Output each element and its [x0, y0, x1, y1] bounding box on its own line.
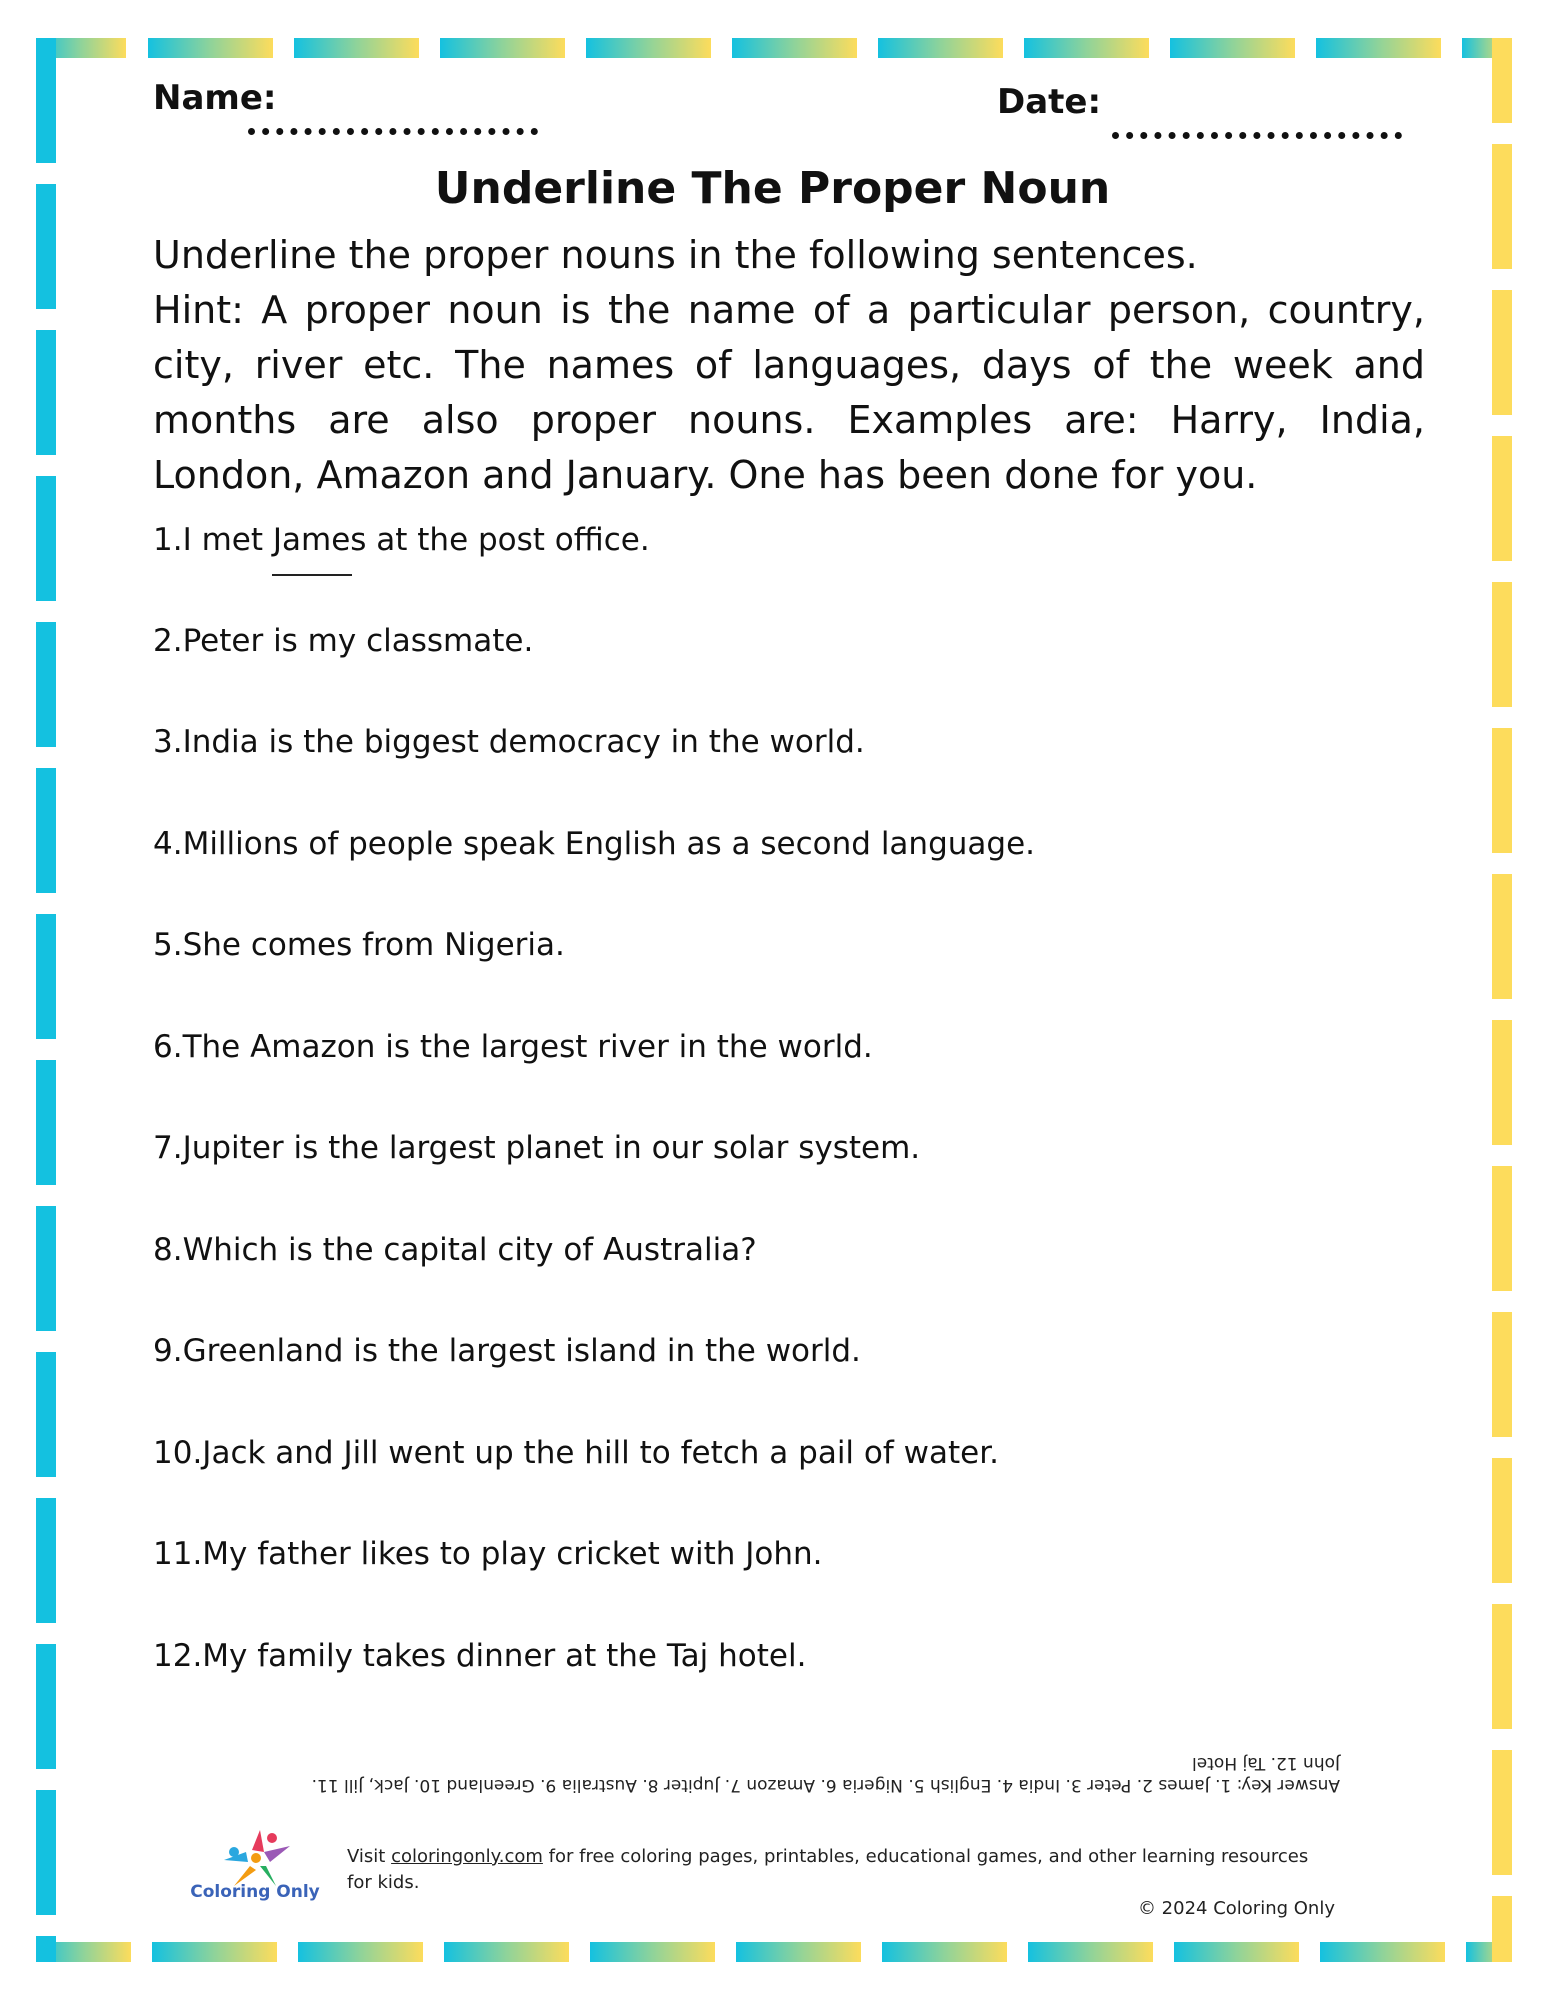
- footer-visit-suffix: for free coloring pages, printables, educational games, and other learning resources for kids.: [347, 1846, 1309, 1893]
- question-11: 11.My father likes to play cricket with John.: [153, 1536, 823, 1572]
- worksheet-title: Underline The Proper Noun: [434, 163, 1111, 214]
- copyright: © 2024 Coloring Only: [1137, 1898, 1335, 1919]
- footer: [340, 1844, 1335, 1922]
- question-10: 10.Jack and Jill went up the hill to fetch a pail of water.: [153, 1435, 999, 1471]
- date-blank[interactable]: [1112, 132, 1402, 139]
- instructions-line: Underline the proper nouns in the following sentences.: [153, 233, 1198, 277]
- question-7: 7.Jupiter is the largest planet in our solar system.: [153, 1130, 921, 1166]
- date-label: Date:: [997, 82, 1102, 122]
- logo-text: Coloring Only: [190, 1882, 320, 1902]
- question-2: 2.Peter is my classmate.: [153, 623, 534, 659]
- hint-paragraph: Hint: A proper noun is the name of a particular person, country, city, river etc. The names of languages, days of the week and months are also proper nouns. Examples are: Harry, India, London, Amazon and January. One has been done for you.: [153, 288, 1425, 497]
- name-blank[interactable]: [248, 128, 538, 135]
- question-12: 12.My family takes dinner at the Taj hotel.: [153, 1638, 807, 1674]
- answer-key-upside-down: [220, 1752, 1340, 1796]
- answer-key-line-1: Answer Key: 1. James 2. Peter 3. India 4. English 5. Nigeria 6. Amazon 7. Jupiter 8. Australia 9. Greenland 10. Jack, Jill 11.: [311, 1775, 1340, 1795]
- footer-visit-line: [340, 1844, 1335, 1896]
- question-9: 9.Greenland is the largest island in the world.: [153, 1333, 861, 1369]
- question-1: 1.I met James at the post office.: [153, 522, 650, 558]
- question-8: 8.Which is the capital city of Australia?: [153, 1232, 757, 1268]
- name-label: Name:: [153, 78, 277, 118]
- question-3: 3.India is the biggest democracy in the world.: [153, 724, 865, 760]
- question-6: 6.The Amazon is the largest river in the world.: [153, 1029, 873, 1065]
- site-link[interactable]: coloringonly.com: [391, 1846, 543, 1867]
- instructions: [153, 228, 1425, 503]
- answer-key-line-2: John 12. Taj Hotel: [1192, 1753, 1340, 1773]
- question-5: 5.She comes from Nigeria.: [153, 927, 565, 963]
- example-underline: [272, 574, 352, 576]
- question-4: 4.Millions of people speak English as a second language.: [153, 826, 1036, 862]
- footer-visit-prefix: Visit: [347, 1846, 392, 1867]
